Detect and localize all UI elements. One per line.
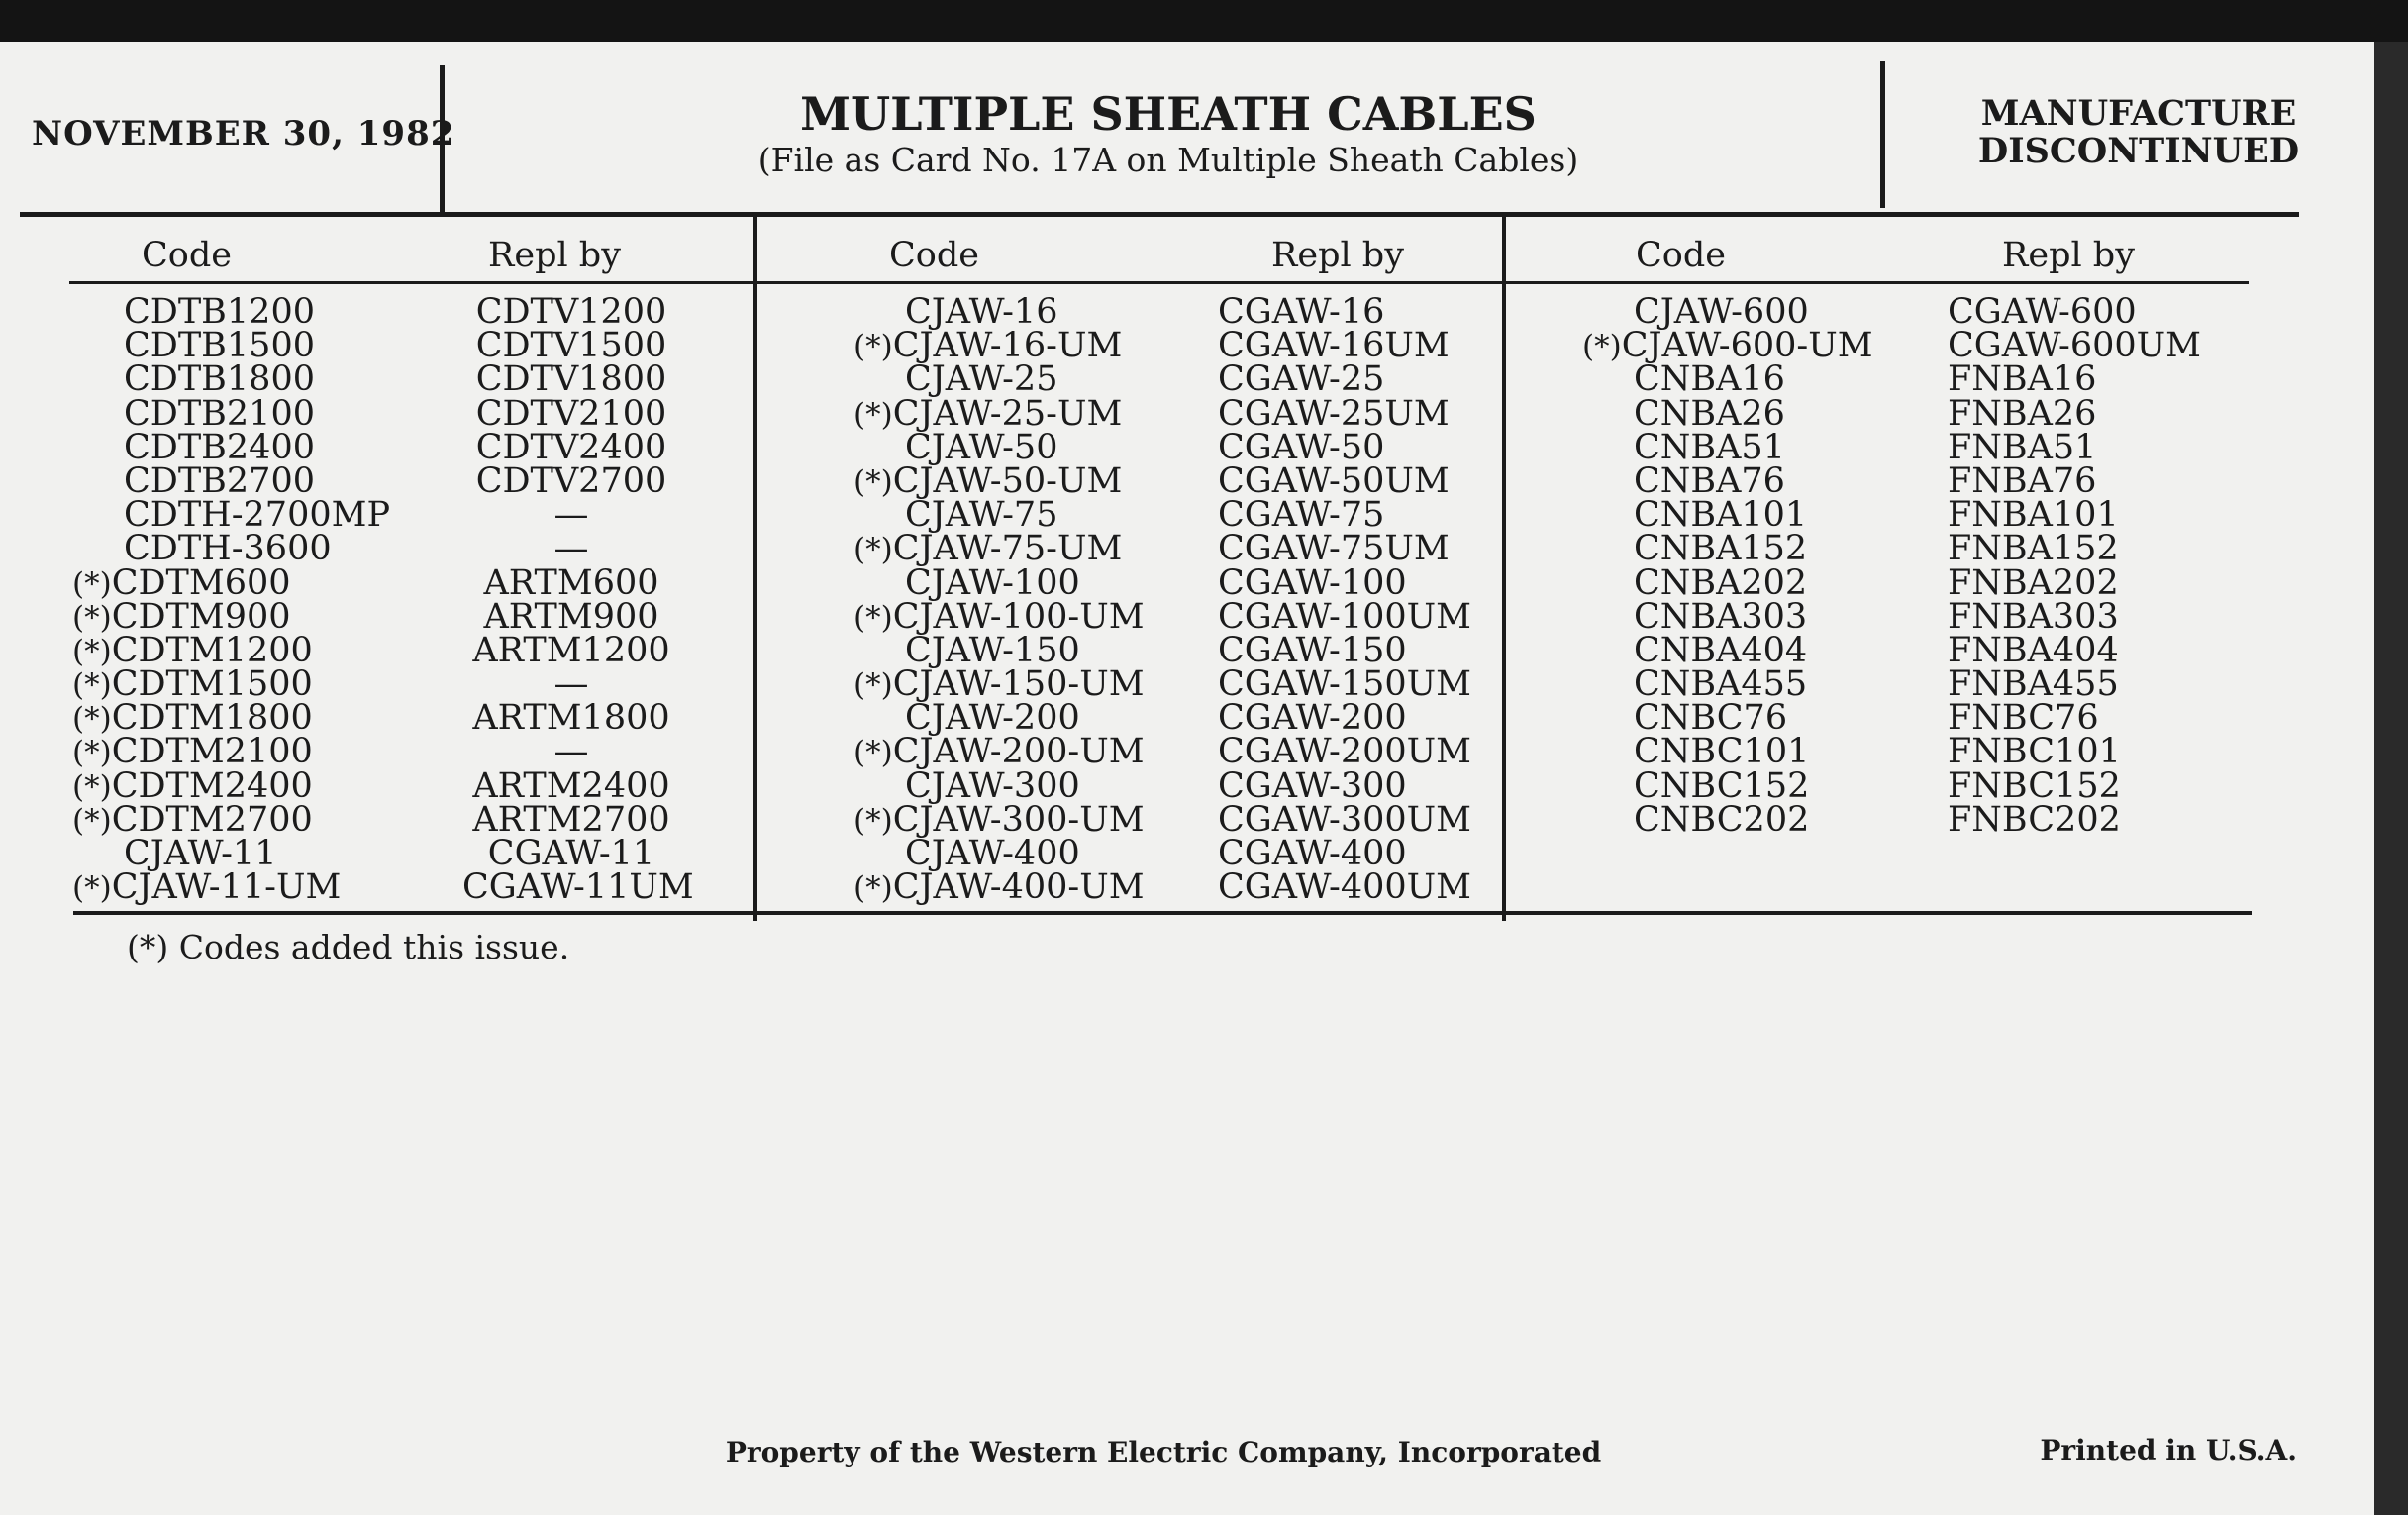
header-rule	[20, 212, 2299, 217]
table-cell: CGAW-50UM	[1218, 460, 1450, 501]
table-cell: FNBA152	[1948, 529, 2119, 569]
table-cell: FNBC152	[1948, 765, 2121, 806]
table-bottom-rule	[73, 911, 2252, 915]
status-line-2: DISCONTINUED	[1977, 131, 2300, 171]
code-text: CDTM2100	[111, 732, 313, 772]
added-marker: (*)	[853, 735, 893, 771]
table-cell: CGAW-200UM	[1218, 732, 1471, 772]
added-marker: (*)	[72, 870, 112, 907]
column-header-rule-1	[69, 281, 754, 284]
table-cell: CGAW-100	[1218, 562, 1407, 603]
table-cell: CNBC76	[1634, 698, 1788, 739]
table-cell: CGAW-150UM	[1218, 664, 1471, 705]
table-cell: CDTV1200	[475, 292, 667, 332]
added-marker: (*)	[72, 633, 112, 669]
table-cell: CGAW-600	[1948, 292, 2137, 332]
added-marker: (*)	[853, 667, 893, 704]
table-cell: FNBC101	[1948, 732, 2121, 772]
col3-repl-list	[1948, 292, 2201, 840]
property-notice: Property of the Western Electric Company, Incorporated	[725, 1436, 1602, 1468]
code-text: CJAW-16-UM	[892, 326, 1123, 366]
page-subtitle: (File as Card No. 17A on Multiple Sheath Cables)	[757, 141, 1579, 179]
table-cell: CJAW-11	[124, 834, 277, 873]
table-cell: CDTV1500	[475, 326, 667, 366]
added-marker: (*)	[853, 329, 893, 365]
code-text: CJAW-400-UM	[892, 867, 1145, 908]
table-cell: CNBA404	[1634, 630, 1808, 670]
code-text: CJAW-50-UM	[892, 460, 1123, 501]
table-cell: CGAW-75	[1218, 495, 1385, 536]
table-cell: FNBC202	[1948, 799, 2121, 840]
table-cell: CGAW-25UM	[1218, 393, 1450, 434]
code-text: CJAW-300-UM	[892, 799, 1145, 840]
table-cell: CGAW-25	[1218, 359, 1385, 400]
table-cell	[0, 867, 1145, 908]
table-cell: CNBC202	[1634, 799, 1810, 840]
table-cell	[0, 326, 1873, 366]
code-text: CDTM2700	[111, 799, 313, 840]
added-marker: (*)	[853, 599, 893, 636]
col2-code-header: Code	[889, 236, 979, 275]
table-cell: CGAW-75UM	[1218, 529, 1450, 569]
table-cell: CGAW-300UM	[1218, 799, 1471, 840]
table-cell: CDTV2100	[475, 393, 667, 434]
table-cell: CDTV2400	[475, 427, 667, 467]
table-cell: CGAW-600UM	[1948, 326, 2201, 366]
table-cell: ARTM600	[483, 562, 659, 603]
status-line-1: MANUFACTURE	[1980, 93, 2297, 134]
table-cell: CDTB1500	[124, 326, 315, 366]
table-cell: CNBC152	[1634, 765, 1810, 806]
table-cell: —	[553, 529, 589, 569]
table-cell: CGAW-150	[1218, 630, 1407, 670]
col1-code-header: Code	[142, 236, 232, 275]
table-cell: ARTM1800	[472, 698, 670, 739]
table-cell: CNBA202	[1634, 562, 1808, 603]
table-cell: CJAW-75	[905, 495, 1058, 536]
col2-repl-header: Repl by	[1271, 236, 1404, 275]
code-text: CJAW-11-UM	[111, 867, 342, 908]
code-text: CJAW-25-UM	[892, 393, 1123, 434]
table-cell: CJAW-100	[905, 562, 1080, 603]
table-cell: CNBA303	[1634, 596, 1808, 637]
table-cell: ARTM1200	[472, 630, 670, 670]
table-cell: CDTB1200	[124, 292, 315, 332]
table-cell: ARTM2400	[472, 765, 670, 806]
table-cell: CNBA51	[1634, 427, 1785, 467]
table-cell: ARTM2700	[472, 799, 670, 840]
code-text: CJAW-200-UM	[892, 732, 1145, 772]
column-header-rule-3	[1506, 281, 2249, 284]
added-marker: (*)	[72, 667, 112, 704]
table-cell: CGAW-11	[487, 834, 655, 873]
table-cell: CJAW-16	[905, 292, 1058, 332]
table-cell: FNBA16	[1948, 359, 2097, 400]
table-cell: FNBA26	[1948, 393, 2097, 434]
code-text: CDTM600	[111, 562, 291, 603]
table-cell: FNBA303	[1948, 596, 2119, 637]
added-marker: (*)	[853, 463, 893, 500]
added-marker: (*)	[72, 701, 112, 738]
scan-edge	[2374, 42, 2408, 1515]
table-cell: CGAW-16UM	[1218, 326, 1450, 366]
table-cell: —	[553, 495, 589, 536]
table-cell: CGAW-300	[1218, 765, 1407, 806]
table-cell: CJAW-150	[905, 630, 1080, 670]
table-cell: CGAW-400	[1218, 834, 1407, 873]
added-marker: (*)	[72, 802, 112, 839]
table-cell: CJAW-300	[905, 765, 1080, 806]
added-marker: (*)	[853, 870, 893, 907]
code-text: CDTM1200	[111, 630, 313, 670]
added-marker: (*)	[853, 396, 893, 433]
col3-code-header: Code	[1636, 236, 1726, 275]
code-text: CDTM900	[111, 596, 291, 637]
table-cell: ARTM900	[483, 596, 659, 637]
table-cell: CNBA76	[1634, 460, 1785, 501]
col3-repl-header: Repl by	[2002, 236, 2135, 275]
table-cell: CNBA26	[1634, 393, 1785, 434]
table-cell: FNBA404	[1948, 630, 2119, 670]
table-cell: CDTB1800	[124, 359, 315, 400]
added-marker: (*)	[853, 532, 893, 568]
table-cell: FNBA455	[1948, 664, 2119, 705]
table-cell: CDTH-2700MP	[124, 495, 390, 536]
table-cell: CJAW-25	[905, 359, 1058, 400]
code-text: CJAW-150-UM	[892, 664, 1145, 705]
added-marker: (*)	[72, 768, 112, 805]
table-cell: CDTB2400	[124, 427, 315, 467]
table-cell: FNBA51	[1948, 427, 2097, 467]
table-cell: CNBA16	[1634, 359, 1785, 400]
column-header-rule-2	[757, 281, 1502, 284]
table-cell: CJAW-50	[905, 427, 1058, 467]
table-cell: CGAW-200	[1218, 698, 1407, 739]
code-text: CDTM2400	[111, 765, 313, 806]
table-cell: CDTV1800	[475, 359, 667, 400]
table-cell: —	[553, 732, 589, 772]
page-title: MULTIPLE SHEATH CABLES	[800, 87, 1537, 141]
code-text: CJAW-600-UM	[1621, 326, 1873, 366]
code-text: CJAW-75-UM	[892, 529, 1123, 569]
table-cell: FNBA202	[1948, 562, 2119, 603]
table-cell: CGAW-100UM	[1218, 596, 1471, 637]
status-stamp	[1921, 95, 2357, 170]
code-text: CDTM1800	[111, 698, 313, 739]
table-cell: CDTV2700	[475, 460, 667, 501]
table-cell: CGAW-400UM	[1218, 867, 1471, 908]
table-cell: CNBA152	[1634, 529, 1808, 569]
table-cell: FNBA101	[1948, 495, 2119, 536]
table-cell: CNBA455	[1634, 664, 1808, 705]
table-cell: CGAW-50	[1218, 427, 1385, 467]
table-cell: FNBA76	[1948, 460, 2097, 501]
table-cell: CDTH-3600	[124, 529, 332, 569]
table-cell: CDTB2700	[124, 460, 315, 501]
col1-repl-header: Repl by	[488, 236, 621, 275]
added-marker: (*)	[72, 599, 112, 636]
added-marker: (*)	[72, 565, 112, 602]
added-marker: (*)	[1582, 329, 1622, 365]
table-cell: FNBC76	[1948, 698, 2099, 739]
code-text: CJAW-100-UM	[892, 596, 1145, 637]
col3-code-list	[0, 292, 1873, 840]
table-cell: CNBC101	[1634, 732, 1810, 772]
footnote: (*) Codes added this issue.	[127, 928, 570, 966]
printed-in-notice: Printed in U.S.A.	[2040, 1434, 2297, 1466]
table-cell: CNBA101	[1634, 495, 1808, 536]
table-cell: —	[553, 664, 589, 705]
table-cell: CJAW-400	[905, 834, 1080, 873]
table-cell: CGAW-11UM	[462, 867, 694, 908]
table-cell: CJAW-200	[905, 698, 1080, 739]
added-marker: (*)	[853, 802, 893, 839]
issue-date: NOVEMBER 30, 1982	[32, 114, 455, 153]
code-text: CDTM1500	[111, 664, 313, 705]
table-cell: CGAW-16	[1218, 292, 1385, 332]
table-cell: CDTB2100	[124, 393, 315, 434]
added-marker: (*)	[72, 735, 112, 771]
table-cell: CJAW-600	[1634, 292, 1809, 332]
